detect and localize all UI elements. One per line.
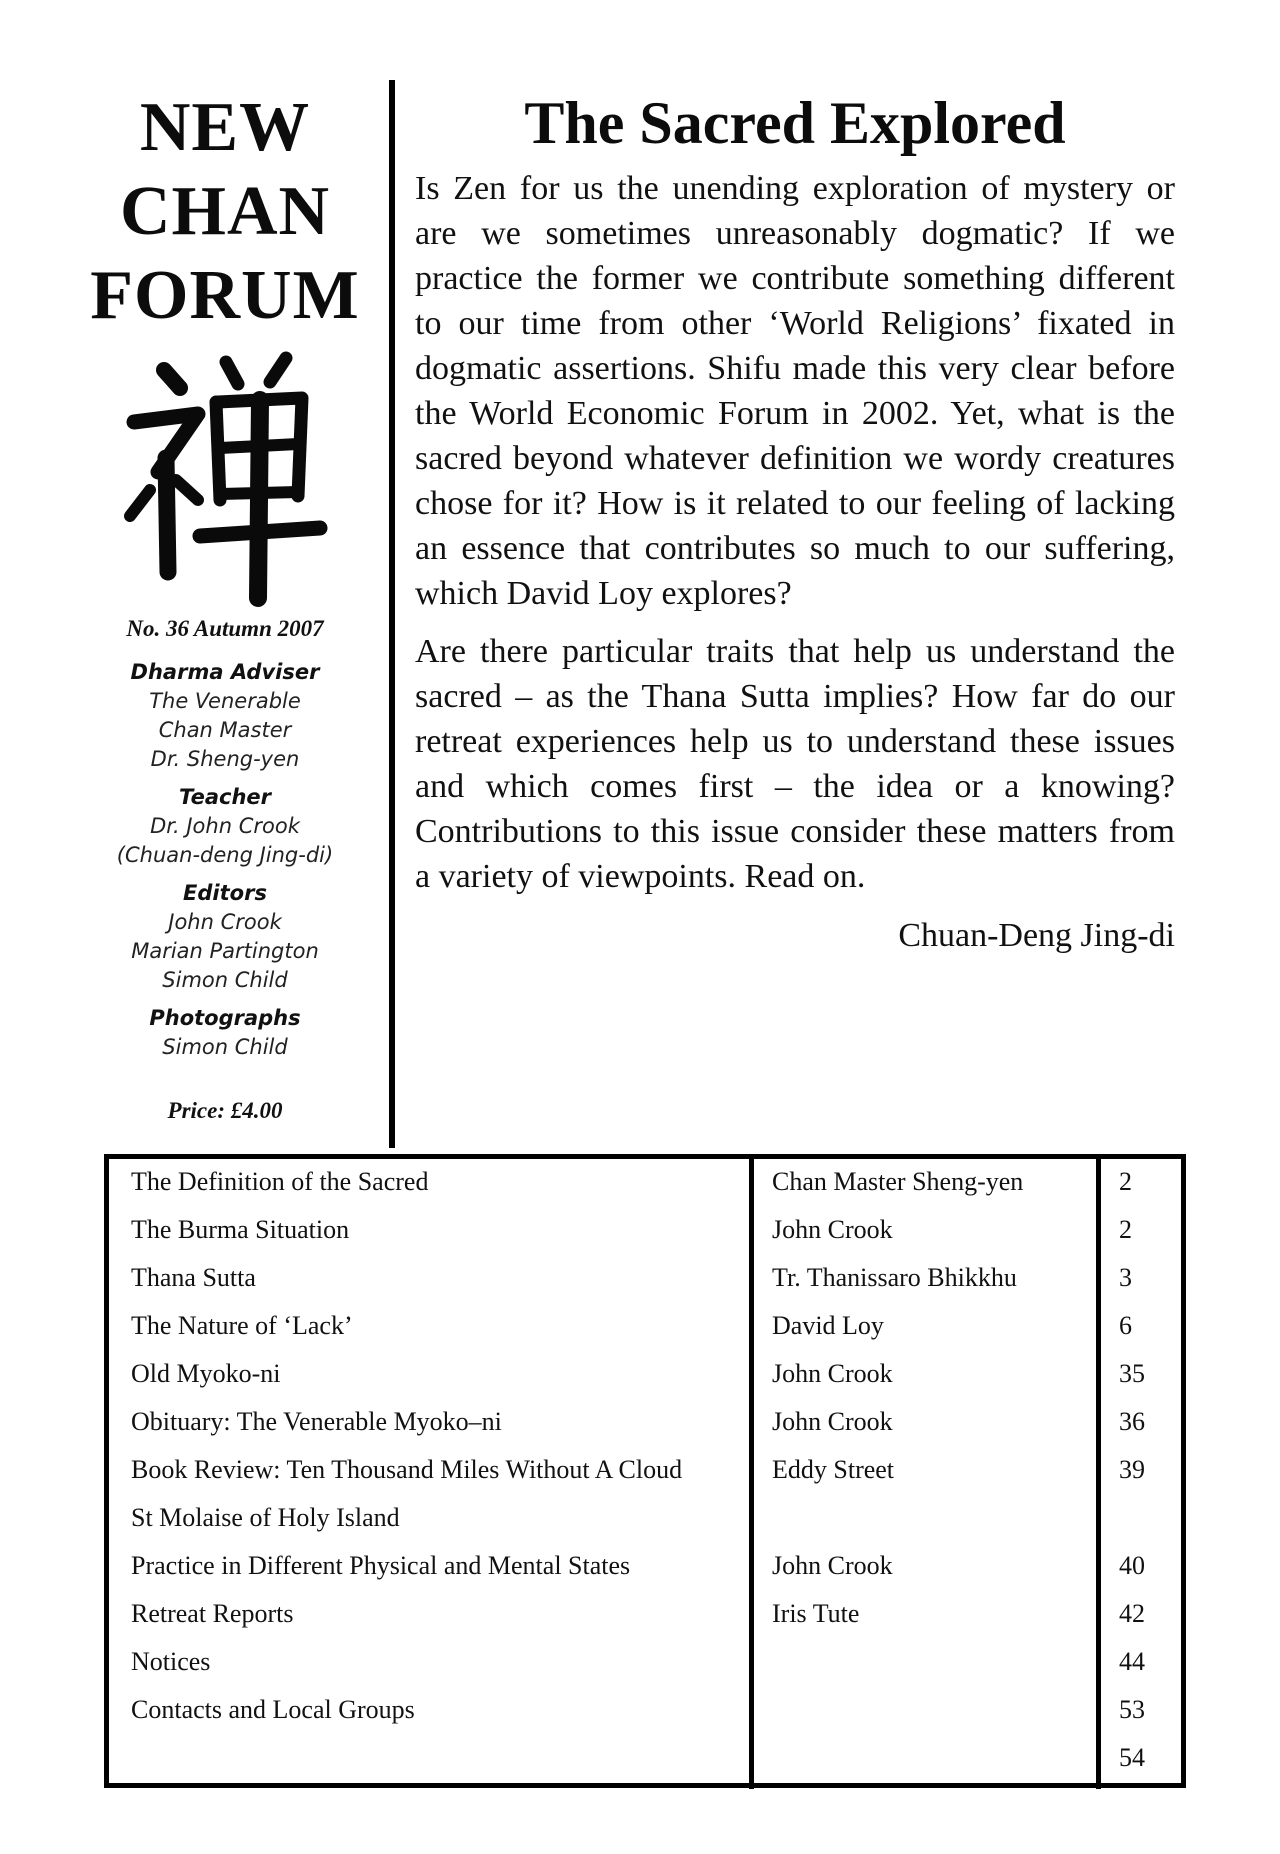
credit-photographs: [80, 1004, 370, 1062]
credit-dharma-adviser: [80, 658, 370, 774]
chan-calligraphy-logo: [120, 340, 330, 610]
issue-number: No. 36 Autumn 2007: [126, 616, 324, 641]
credit-name: The Venerable: [149, 689, 301, 713]
contents-page-number: 6: [1119, 1311, 1132, 1340]
price-label: Price: £4.00: [167, 1098, 283, 1123]
contents-title: The Burma Situation: [131, 1215, 350, 1244]
contents-title: Retreat Reports: [131, 1599, 294, 1628]
credit-name: (Chuan-deng Jing-di): [116, 843, 334, 867]
credit-name: Chan Master: [158, 718, 292, 742]
contents-page-number: 39: [1119, 1455, 1145, 1484]
contents-page-number: 3: [1119, 1263, 1132, 1292]
credit-editors: [80, 879, 370, 995]
credit-name: John Crook: [168, 910, 282, 934]
masthead-column: [80, 86, 370, 1126]
contents-title: Obituary: The Venerable Myoko–ni: [131, 1407, 502, 1436]
contents-page-number: 40: [1119, 1551, 1145, 1580]
contents-title: St Molaise of Holy Island: [131, 1503, 400, 1532]
spacer: [1101, 1501, 1181, 1549]
contents-title: Contacts and Local Groups: [131, 1695, 415, 1724]
contents-author: John Crook: [772, 1407, 893, 1436]
contents-author: John Crook: [772, 1359, 893, 1388]
contents-authors-column: [752, 1159, 1099, 1789]
contents-page-number: 53: [1119, 1695, 1145, 1724]
editorial-paragraph: Is Zen for us the unending exploration of mystery or are we sometimes unreasonably dogmatic? If we practice the former we contribute something different to our time from other ‘World Religions’ fixated in dogmatic assertions. Shifu made this very clear before the World Economic Forum in 2002. Yet, what is the sacred beyond whatever definition we wordy creatures chose for it? How is it related to our feeling of lacking an essence that contributes so much to our suffering, which David Loy explores?: [415, 170, 1175, 612]
contents-title: The Nature of ‘Lack’: [131, 1311, 353, 1340]
contents-page-number: 35: [1119, 1359, 1145, 1388]
contents-author: Iris Tute: [772, 1599, 860, 1628]
contents-title: Thana Sutta: [131, 1263, 256, 1292]
credit-name: Simon Child: [162, 968, 288, 992]
editorial-column: [415, 88, 1175, 958]
masthead-title-line: FORUM: [90, 257, 360, 334]
credit-name: Simon Child: [162, 1035, 288, 1059]
contents-title: Notices: [131, 1647, 211, 1676]
credit-role: Editors: [183, 881, 267, 905]
credit-role: Photographs: [149, 1006, 301, 1030]
credit-role: Dharma Adviser: [130, 660, 320, 684]
contents-page-number: 2: [1119, 1167, 1132, 1196]
contents-page-number: 44: [1119, 1647, 1145, 1676]
contents-author: John Crook: [772, 1215, 893, 1244]
credit-name: Dr. Sheng-yen: [150, 747, 300, 771]
contents-table: [104, 1154, 1186, 1788]
contents-author: Chan Master Sheng-yen: [772, 1167, 1024, 1196]
contents-author: Eddy Street: [772, 1455, 895, 1484]
editorial-title: The Sacred Explored: [524, 90, 1066, 156]
contents-page-number: 2: [1119, 1215, 1132, 1244]
masthead-title-line: NEW: [139, 89, 311, 166]
credits-list: [80, 658, 370, 1062]
credit-name: Marian Partington: [131, 939, 319, 963]
credit-role: Teacher: [178, 785, 272, 809]
contents-title: Old Myoko-ni: [131, 1359, 281, 1388]
editorial-paragraph: Are there particular traits that help us understand the sacred – as the Thana Sutta implies? How far do our retreat experiences help us to understand these issues and which comes first – the idea or a knowing? Contributions to this issue consider these matters from a variety of viewpoints. Read on.: [415, 633, 1175, 895]
contents-title: The Definition of the Sacred: [131, 1167, 429, 1196]
contents-titles-column: [109, 1159, 752, 1789]
contents-page-number: 42: [1119, 1599, 1145, 1628]
editorial-signature: Chuan-Deng Jing-di: [898, 917, 1175, 954]
contents-title: Practice in Different Physical and Mental States: [131, 1551, 631, 1580]
column-divider: [389, 80, 395, 1148]
contents-title: Book Review: Ten Thousand Miles Without A Cloud: [131, 1455, 683, 1484]
contents-page-number: 36: [1119, 1407, 1145, 1436]
credit-teacher: [80, 783, 370, 870]
masthead-title-line: CHAN: [119, 173, 331, 250]
contents-author: David Loy: [772, 1311, 884, 1340]
credit-name: Dr. John Crook: [150, 814, 300, 838]
contents-author: Tr. Thanissaro Bhikkhu: [772, 1263, 1017, 1292]
contents-page-number: 54: [1119, 1743, 1145, 1772]
contents-pages-column: [1099, 1159, 1182, 1789]
spacer: [754, 1501, 1096, 1549]
contents-author: John Crook: [772, 1551, 893, 1580]
